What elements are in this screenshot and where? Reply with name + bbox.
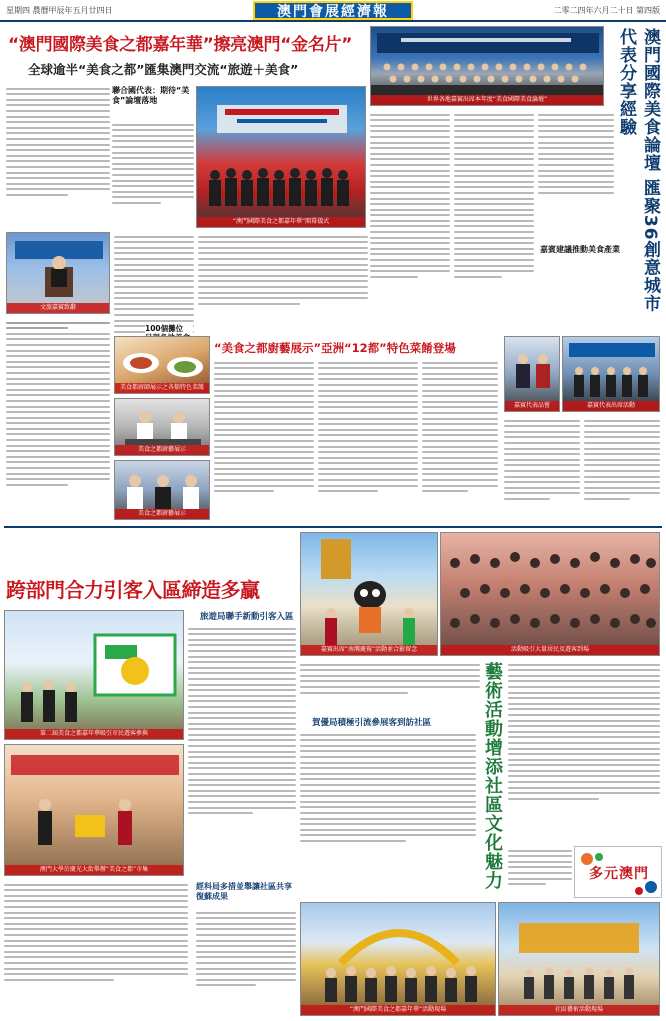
photo-carnival-event-scene (301, 903, 496, 1016)
article3-body-col3 (300, 730, 476, 880)
masthead (0, 0, 666, 22)
photo-caption: 美食都廚師展示之各類特色菜餚 (115, 383, 209, 393)
photo-carnival-opening (196, 86, 366, 228)
photo-art-event (498, 902, 660, 1016)
photo-dishes-1 (114, 336, 210, 394)
article3-subhead-ipim: 賀優局積極引流參展客到訪社區 (312, 718, 432, 728)
photo-caption: “澳門國際美食之都嘉年華”開幕儀式 (197, 217, 365, 227)
article4-body-col2 (508, 846, 572, 900)
multi-macau-logo-text: 多元澳門 (589, 866, 649, 882)
photo-caption: 活動吸引大量居民及遊客到場 (441, 645, 659, 655)
issue-date: 星期四 農曆甲辰年五月廿四日 (6, 6, 113, 15)
article2-body-col3 (422, 358, 498, 522)
photo-caption: 美食之都廚藝展示 (115, 445, 209, 455)
paper-title: 澳門會展經濟報 (253, 1, 413, 20)
photo-chef-demo-2 (114, 460, 210, 520)
article-side-vertical-title: 澳門國際美食論壇 匯聚36創意城市代表分享經驗 (616, 28, 660, 313)
multi-macau-logo-box (574, 846, 662, 898)
article1-subheadline: 全球逾半“美食之都”匯集澳門交流“旅遊＋美食” (28, 62, 299, 77)
photo-caption: 嘉賓出席“南灣慶視”活動並合影留念 (301, 645, 437, 655)
photo-caption: 社區藝術活動現場 (499, 1005, 659, 1015)
photo-caption: 第二屆美食之都嘉年華吸引市民遊客參與 (5, 729, 183, 739)
photo-market-scene (5, 745, 184, 876)
section-divider (4, 526, 662, 528)
photo-speaker (6, 232, 110, 314)
article2-headline: “美食之都廚藝展示”亞洲“12都”特色菜餚登場 (214, 341, 456, 355)
photo-mascot (300, 532, 438, 656)
article1-body-col1 (6, 84, 110, 230)
article-side-body-col3 (538, 110, 614, 332)
photo-crowd-scene (441, 533, 660, 656)
photo-caption: 世界各地嘉賓出席本年度“美食國際美食論壇” (371, 95, 603, 105)
photo-speaker-scene (7, 233, 110, 314)
article1-subhead-un: 聯合國代表：期待“美食”論壇落地 (112, 86, 190, 105)
photo-caption: 嘉賓代表出席活動 (563, 401, 659, 411)
photo-caption: 澳門大學於慶光大街舉辦“美食之都”市集 (5, 865, 183, 875)
photo-caption: “澳門國際美食之都嘉年華”活動現場 (301, 1005, 495, 1015)
article2-body-col5 (584, 416, 660, 522)
article2-body-col1 (214, 358, 314, 522)
photo-chef-demo-1 (114, 398, 210, 456)
article-side-body-col1 (370, 110, 450, 332)
photo-mascot-scene (301, 533, 438, 656)
article-side-body-col2 (454, 110, 534, 332)
article3-headline: 跨部門合力引客入區締造多贏 (6, 578, 260, 602)
article1-body-col5 (198, 232, 368, 332)
photo-carnival-event (300, 902, 496, 1016)
article4-vertical-title: 藝術活動增添社區文化魅力 (482, 662, 503, 890)
photo-art-event-scene (499, 903, 660, 1016)
photo-caption: 嘉賓代表品嘗 (505, 401, 559, 411)
photo-caption: 美食之都廚藝展示 (115, 509, 209, 519)
article3-body-col5 (196, 908, 296, 1016)
photo-market (4, 744, 184, 876)
photo-carnival-scene (197, 87, 366, 228)
article3-body-col4 (4, 880, 188, 1016)
photo-macao-booth-scene (5, 611, 184, 740)
article3-body-col1 (188, 624, 296, 876)
article4-body-col1 (508, 660, 660, 840)
article1-body-col3 (6, 318, 110, 522)
photo-caption: 文旅嘉賓致辭 (7, 303, 109, 313)
photo-crowd (440, 532, 660, 656)
photo-macao-booth (4, 610, 184, 740)
article2-body-col2 (318, 358, 418, 522)
article1-body-col2 (112, 120, 194, 230)
article2-body-col4 (504, 416, 580, 522)
article3-subhead-dsedt: 經科局多措並舉讓社區共享復蘇成果 (196, 882, 292, 901)
article-side-subhead: 嘉賓建議推動美食產業 (540, 245, 620, 254)
article3-subhead-mgto: 旅遊局聯手新動引客入區 (200, 612, 294, 622)
article1-subhead-booths: 100個攤位 (145, 324, 193, 351)
article3-body-col2 (300, 660, 480, 710)
issue-page: 二零二四年六月二十日 第四版 (553, 6, 660, 15)
photo-guests-event (562, 336, 660, 412)
article1-headline: “澳門國際美食之都嘉年華”擦亮澳門“金名片” (8, 35, 353, 55)
photo-forum-group (370, 26, 604, 106)
photo-guests-tasting (504, 336, 560, 412)
